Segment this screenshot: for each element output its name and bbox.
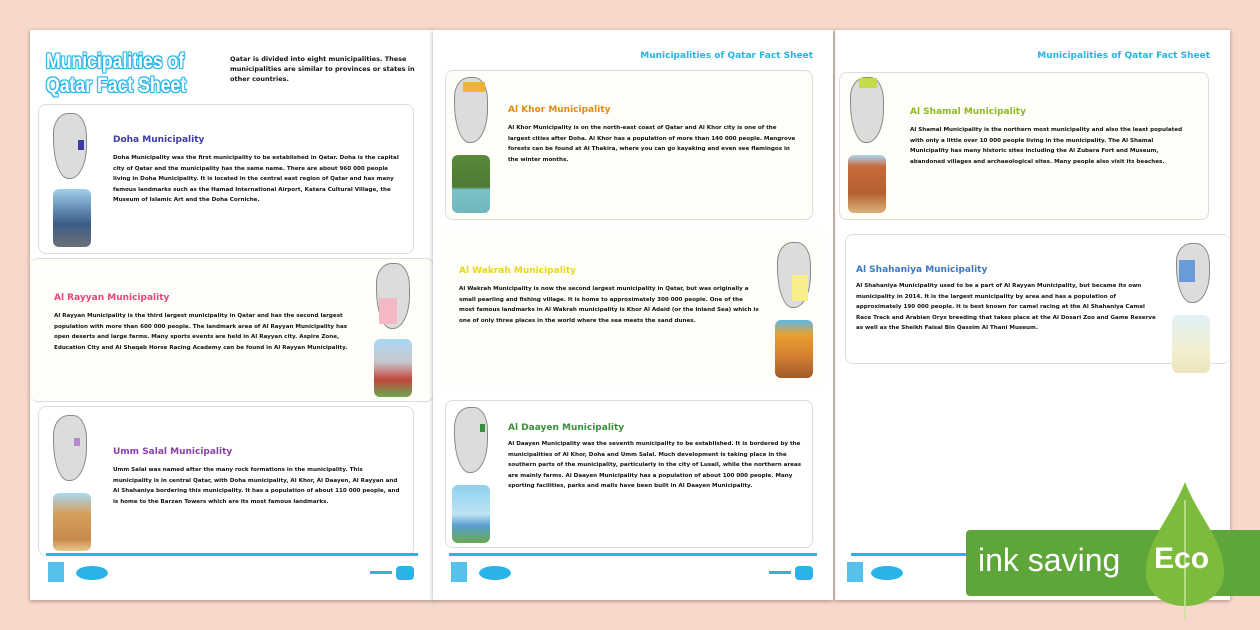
card-umm-salal xyxy=(38,406,414,556)
title-line-1: Municipalities of xyxy=(46,50,185,73)
card-title: Al Shamal Municipality xyxy=(910,107,1026,117)
card-text: Umm Salal was named after the many rock formations in the municipality. This municipality is in central Qatar, with Doha municipality, Al Khor, Al Daayen, Al Rayyan and Al Shahaniya bordering this municipality. It has a population of about 110 000 people, and is home to the Barzan Towers which are its most famous landmarks. xyxy=(113,467,400,505)
page-2 xyxy=(433,30,833,600)
footer-link xyxy=(370,571,392,574)
card-doha xyxy=(38,104,414,254)
card-title: Al Rayyan Municipality xyxy=(54,293,170,303)
eco-label: Eco xyxy=(1154,542,1210,575)
eco-leaf-icon xyxy=(1140,480,1230,620)
footer-badge-icon xyxy=(795,566,813,580)
map-icon xyxy=(53,113,87,179)
card-title: Al Daayen Municipality xyxy=(508,423,625,433)
page-header: Municipalities of Qatar Fact Sheet xyxy=(1037,51,1210,61)
footer-line xyxy=(46,553,418,556)
footer-link xyxy=(769,571,791,574)
card-al-shamal xyxy=(839,72,1209,220)
al-wakrah-photo xyxy=(775,320,813,378)
twinkl-logo-icon xyxy=(479,566,511,580)
page-title xyxy=(46,50,222,98)
footer-badge-icon xyxy=(396,566,414,580)
al-shamal-photo xyxy=(848,155,886,213)
title-line-2: Qatar Fact Sheet xyxy=(46,74,187,97)
card-text: Al Rayyan Municipality is the third largest municipality in Qatar and has the second largest population with more than 600 000 people. The landmark area of Al Rayyan Municipality has open deserts and large farms. Many sports events are held in Al Rayyan city. Aspire Zone, Education City and Al Shaqab Horse Racing Academy can be found in Al Rayyan Municipality. xyxy=(54,313,348,351)
card-title: Doha Municipality xyxy=(113,135,205,145)
card-text: Al Shamal Municipality is the northern most municipality and also the least populated with only a little over 10 000 people living in the municipality. The Al Shamal Municipality has many historic sites including the Al Zubara Fort and Museum, abandoned villages and archaeological sites. Many people also visit its beaches. xyxy=(910,127,1183,165)
card-title: Umm Salal Municipality xyxy=(113,447,233,457)
map-icon xyxy=(376,263,410,329)
card-al-khor xyxy=(445,70,813,220)
map-icon xyxy=(777,242,811,308)
map-icon xyxy=(53,415,87,481)
card-al-daayen xyxy=(445,400,813,548)
page-header: Municipalities of Qatar Fact Sheet xyxy=(640,51,813,61)
al-shahaniya-photo xyxy=(1172,315,1210,373)
footer-line xyxy=(449,553,817,556)
al-daayen-photo xyxy=(452,485,490,543)
card-title: Al Wakrah Municipality xyxy=(459,266,577,276)
ink-saving-label: ink saving xyxy=(978,542,1121,578)
page-1 xyxy=(30,30,434,600)
card-al-wakrah xyxy=(441,230,825,386)
card-text: Al Wakrah Municipality is now the second largest municipality in Qatar, but was originally a small pearling and fishing village. It is home to approximately 300 000 people. One of the most famous landmarks in Al Wakrah municipality is Khor Al Adaid (or the Inland Sea) which is one of only three places in the world where the sea meets the sand dunes. xyxy=(459,286,759,324)
footer-logo-icon xyxy=(451,562,467,582)
card-text: Al Daayen Municipality was the seventh municipality to be established. It is bordered by the municipalities of Al Khor, Doha and Umm Salal. Much development is taking place in the southern parts of the municipality, particularly in the city of Lusail, while the northern areas are mainly farms. Al Daayen Municipality has a population of about 100 000 people. Many sporting facilities, parks and malls have been built in Al Daayen Municipality. xyxy=(508,441,802,489)
map-icon xyxy=(454,77,488,143)
map-icon xyxy=(454,407,488,473)
intro-text: Qatar is divided into eight municipalities. These municipalities are similar to provinces or states in other countries. xyxy=(230,55,415,83)
card-al-shahaniya xyxy=(845,234,1230,364)
twinkl-logo-icon xyxy=(76,566,108,580)
twinkl-logo-icon xyxy=(871,566,903,580)
card-al-rayyan xyxy=(30,258,434,402)
umm-salal-photo xyxy=(53,493,91,551)
card-title: Al Shahaniya Municipality xyxy=(856,265,988,275)
doha-photo xyxy=(53,189,91,247)
footer-logo-icon xyxy=(48,562,64,582)
card-text: Doha Municipality was the first municipality to be established in Qatar. Doha is the capital city of Qatar and the municipality has the same name. There are about 960 000 people living in Doha Municipality. It is located in the central east region of Qatar and has many famous landmarks such as the Hamad International Airport, Katara Cultural Village, the Museum of Islamic Art and the Doha Corniche. xyxy=(113,155,399,203)
footer-logo-icon xyxy=(847,562,863,582)
map-icon xyxy=(1176,243,1210,303)
al-rayyan-photo xyxy=(374,339,412,397)
card-title: Al Khor Municipality xyxy=(508,105,611,115)
al-khor-photo xyxy=(452,155,490,213)
card-text: Al Shahaniya Municipality used to be a part of Al Rayyan Municipality, but became its own municipality in 2014. It is the largest municipality by area and has a population of approximately 190 000 people. It is best known for camel racing at the Al Shahaniya Camel Race Track and Arabian Oryx breeding that takes place at the Al Dosari Zoo and Game Reserve as well as the Sheikh Faisal Bin Qassim Al Thani Museum. xyxy=(856,283,1156,331)
map-icon xyxy=(850,77,884,143)
card-text: Al Khor Municipality is on the north-east coast of Qatar and Al Khor city is one of the largest cities after Doha. Al Khor has a population of more than 140 000 people. Mangrove forests can be found at Al Thakira, where you can go kayaking and even see flamingos in the winter months. xyxy=(508,125,796,163)
